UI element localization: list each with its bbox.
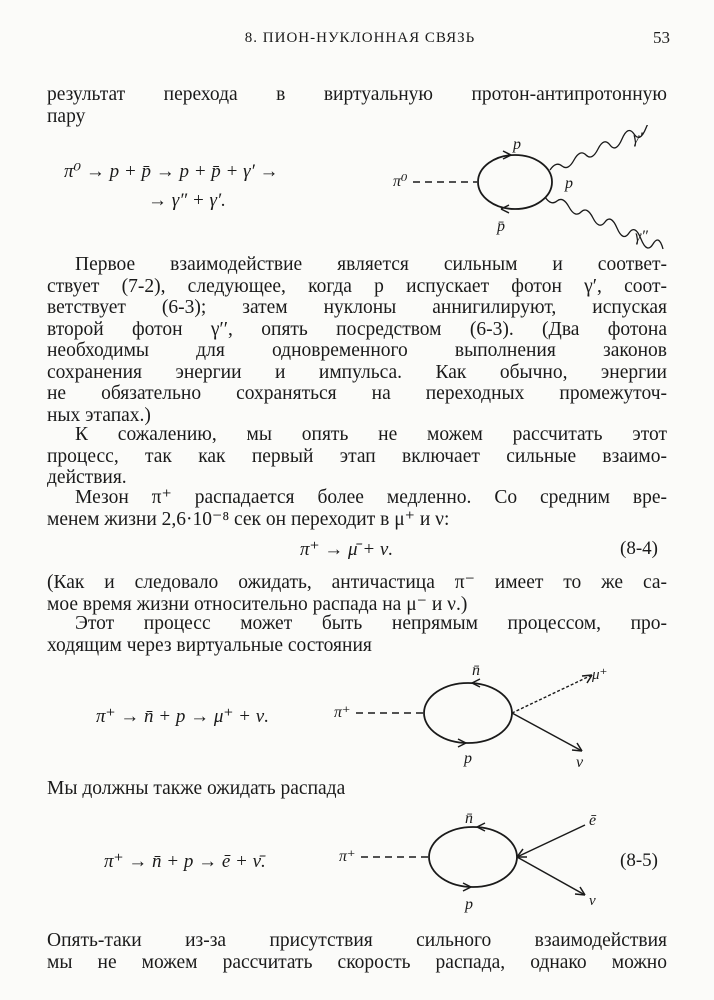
muon-line <box>512 675 592 713</box>
text-line: действия. <box>47 467 127 488</box>
equation-8-4: π⁺ → μ̄ + ν. <box>300 539 394 560</box>
text-line: Мезон π⁺ распадается более медленно. Со средним вре- <box>75 487 667 508</box>
paragraph-6 <box>47 613 667 656</box>
diagram-label-nbar: n̄ <box>465 810 473 827</box>
text-line: второй фотон γ′′, опять посредством (6-3). (Два фотона <box>47 318 667 340</box>
diagram-label-ebar: ē <box>589 812 597 829</box>
nucleon-loop <box>478 155 552 209</box>
text-line: (Как и следовало ожидать, античастица π⁻ имеет то же са- <box>47 572 667 593</box>
text-line: ствует (7-2), следующее, когда p испускает фотон γ′, соот- <box>47 275 667 297</box>
text-line: не обязательно сохраняться на переходных промежуточ- <box>47 383 667 404</box>
diagram-label-pi0: π⁰ <box>393 173 408 190</box>
equation-number-8-5: (8-5) <box>620 850 658 871</box>
feynman-diagram-pi0 <box>385 125 675 250</box>
diagram-label-gamma1: γ′ <box>633 130 643 147</box>
text-line: пару <box>47 105 86 127</box>
neutrino-line <box>512 713 582 751</box>
diagram-label-mu: μ⁺ <box>592 667 608 683</box>
diagram-label-p-top: p <box>513 136 521 153</box>
equation-pi0-decay-line-2: → γ″ + γ′. <box>148 190 226 211</box>
neutrino-line <box>517 857 585 895</box>
diagram-label-nbar: n̄ <box>472 662 480 679</box>
diagram-label-pi-plus: π⁺ <box>334 704 351 721</box>
diagram-label-pi-plus: π⁺ <box>339 848 356 865</box>
text-line: сохранения энергии и импульса. Как обычно, энергии <box>47 361 667 383</box>
text-line: Первое взаимодействие является сильным и соответ- <box>75 254 667 275</box>
text-line: Мы должны также ожидать распада <box>47 778 346 799</box>
diagram-label-p: p <box>465 896 473 913</box>
feynman-diagram-pi-plus-electron <box>335 805 605 920</box>
paragraph-4 <box>47 487 667 530</box>
diagram-label-nu: ν <box>589 893 596 909</box>
equation-number-8-4: (8-4) <box>620 538 658 559</box>
paragraph-7 <box>47 778 667 800</box>
text-line: Этот процесс может быть непрямым процессом, про- <box>75 613 667 634</box>
equation-pi0-decay-line-1: π⁰ → p + p̄ → p + p̄ + γ′ → <box>64 161 279 182</box>
paragraph-5 <box>47 572 667 615</box>
diagram-label-p-mid: p <box>565 175 573 192</box>
equation-8-5: π⁺ → n̄ + p → ē + ν̄. <box>104 851 266 872</box>
text-line: Опять-таки из-за присутствия сильного взаимодействия <box>47 930 667 951</box>
text-line: мое время жизни относительно распада на μ⁻ и ν.) <box>47 593 468 615</box>
text-line: ходящим через виртуальные состояния <box>47 634 372 656</box>
paragraph-8 <box>47 930 667 973</box>
text-line: менем жизни 2,6·10⁻⁸ сек он переходит в μ⁺ и ν: <box>47 508 450 530</box>
paragraph-3 <box>47 424 667 489</box>
feynman-diagram-pi-plus-muon <box>330 655 620 775</box>
diagram-label-p: p <box>464 750 472 767</box>
text-line: процесс, так как первый этап включает сильные взаимо- <box>47 445 667 467</box>
nucleon-loop <box>429 827 517 887</box>
nucleon-loop <box>424 683 512 743</box>
text-line: мы не можем рассчитать скорость распада, однако можно <box>47 951 667 973</box>
arrow-icon <box>582 675 592 683</box>
running-head <box>50 28 670 52</box>
text-line: К сожалению, мы опять не можем рассчитать этот <box>75 424 667 445</box>
text-line: ветствует (6-3); затем нуклоны аннигилируют, испуская <box>47 297 667 318</box>
diagram-label-gamma2: γ″ <box>635 228 648 245</box>
diagram-label-nu: ν <box>576 754 584 771</box>
paragraph-2 <box>47 254 667 426</box>
text-line: необходимы для одновременного выполнения законов <box>47 340 667 361</box>
running-head-title: 8. ПИОН-НУКЛОННАЯ СВЯЗЬ <box>244 30 476 46</box>
paragraph-1 <box>47 84 667 127</box>
text-line: результат перехода в виртуальную протон-антипротонную <box>47 84 667 105</box>
diagram-label-pbar: p̄ <box>497 218 505 235</box>
text-line: ных этапах.) <box>47 404 151 426</box>
page-number: 53 <box>653 28 670 47</box>
electron-line <box>517 825 585 857</box>
equation-pi-plus-muon: π⁺ → n̄ + p → μ⁺ + ν. <box>96 706 269 727</box>
